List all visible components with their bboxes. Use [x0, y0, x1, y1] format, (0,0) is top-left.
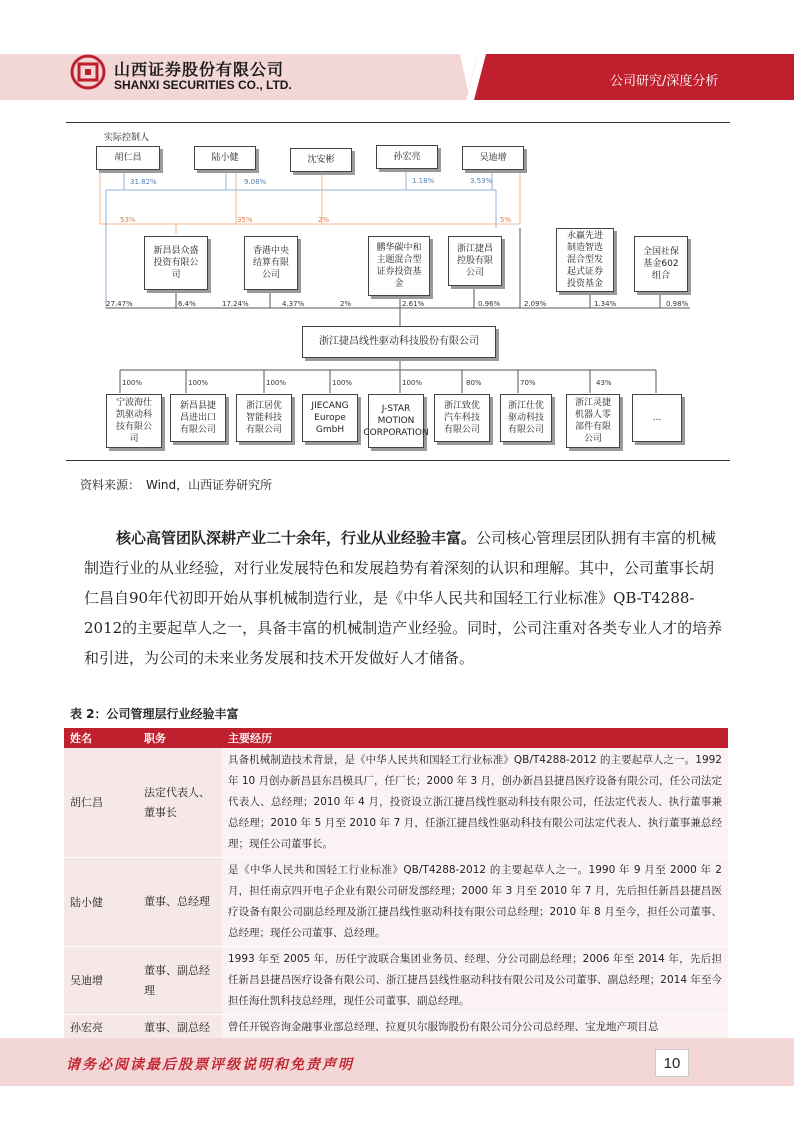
- chart-bottom-rule: [66, 460, 730, 461]
- brand-name-en: SHANXI SECURITIES CO., LTD.: [114, 78, 292, 92]
- entity-box: 全国社保基金602组合: [634, 236, 688, 292]
- cell-bio: 是《中华人民共和国轻工行业标准》QB/T4288-2012 的主要起草人之一。1990 年 9 月至 2000 年 2 月，担任南京四开电子企业有限公司研发部经理；2000 年 3 月至 2010 年 7 月，先后担任新昌县捷昌医疗设备有限公司副总经理及浙江捷昌线性驱动科技有限公司总经理；2010 年 8 月至今，担任公司董事、总经理；现任公司董事、总经理。: [222, 858, 728, 947]
- table-row: [64, 858, 728, 947]
- table-row: [64, 1015, 728, 1041]
- holding-pct: 31.82%: [130, 178, 157, 186]
- stake-pct: 6.4%: [178, 300, 196, 308]
- entity-box: 新昌县众盛投资有限公司: [144, 236, 208, 290]
- subsidiary-box: 浙江仕优驱动科技有限公司: [500, 394, 552, 442]
- stake-pct: 4.37%: [282, 300, 305, 308]
- holding-pct: 5%: [500, 216, 512, 224]
- table-title: 表 2：公司管理层行业经验丰富: [70, 707, 239, 721]
- stake-pct: 1.34%: [594, 300, 617, 308]
- page-number: 10: [655, 1049, 689, 1077]
- paragraph-body: 公司核心管理层团队拥有丰富的机械制造行业的从业经验，对行业发展特色和发展趋势有着深刻的认识和理解。其中，公司董事长胡仁昌自90年代初即开始从事机械制造行业，是《中华人民共和国轻工行业标准》QB-T4288-2012的主要起草人之一，具备丰富的机械制造产业经验。同时，公司注重对各类专业人才的培养和引进，为公司的未来业务发展和技术开发做好人才储备。: [84, 529, 723, 667]
- entity-box: 香港中央结算有限公司: [244, 236, 298, 290]
- entity-box: 浙江捷昌控股有限公司: [448, 236, 502, 286]
- cell-name: 胡仁昌: [64, 748, 138, 858]
- cell-bio: 具备机械制造技术背景，是《中华人民共和国轻工行业标准》QB/T4288-2012 的主要起草人之一。1992 年 10 月创办新昌县东昌模具厂，任厂长；2000 年 3 月，创办新昌县捷昌医疗设备有限公司，任公司法定代表人、总经理；2010 年 4 月，投资设立浙江捷昌线性驱动科技有限公司，任法定代表人、执行董事兼总经理；2010 年 5 月至 2010 年 7 月，任浙江捷昌线性驱动科技有限公司法定代表人、执行董事兼总经理；现任公司董事长。: [222, 748, 728, 858]
- holding-pct: 2%: [318, 216, 330, 224]
- stake-pct: 17.24%: [222, 300, 249, 308]
- body-paragraph: [84, 523, 724, 673]
- cell-name: 孙宏亮: [64, 1015, 138, 1041]
- subsidiary-box: 新昌县捷昌进出口有限公司: [170, 394, 226, 442]
- cell-title: 法定代表人、董事长: [138, 748, 222, 858]
- holding-pct: 3.53%: [470, 177, 493, 185]
- subsidiary-pct: 100%: [266, 379, 287, 387]
- table-row: [64, 748, 728, 858]
- cell-name: 陆小健: [64, 858, 138, 947]
- cell-bio: 1993 年至 2005 年，历任宁波联合集团业务员、经理、分公司副总经理；2006 年至 2014 年，先后担任新昌县捷昌医疗设备有限公司、浙江捷昌县线性驱动科技有限公司及公司董事、副总经理；2014 年至今担任海仕凯科技总经理，现任公司董事、副总经理。: [222, 947, 728, 1015]
- brand-name-cn: 山西证券股份有限公司: [114, 60, 285, 79]
- management-table: [64, 728, 728, 1041]
- holding-pct: 53%: [120, 216, 136, 224]
- stake-pct: 2.61%: [402, 300, 425, 308]
- subsidiary-box: JIECANG Europe GmbH: [302, 394, 358, 442]
- cell-title: 董事、副总经理: [138, 947, 222, 1015]
- cell-title: 董事、副总经: [138, 1015, 222, 1041]
- table-row: [64, 947, 728, 1015]
- shareholder-box: 孙宏亮: [376, 145, 438, 169]
- table-header-row: [64, 728, 728, 748]
- holding-pct: 35%: [237, 216, 253, 224]
- col-header-bio: 主要经历: [222, 728, 728, 748]
- company-box: 浙江捷昌线性驱动科技股份有限公司: [302, 326, 496, 358]
- stake-pct: 2%: [340, 300, 352, 308]
- entity-box: 鹏华碳中和主题混合型证券投资基金: [368, 236, 430, 296]
- actual-controller-label: 实际控制人: [104, 133, 150, 143]
- col-header-name: 姓名: [64, 728, 138, 748]
- subsidiary-pct: 100%: [122, 379, 143, 387]
- col-header-title: 职务: [138, 728, 222, 748]
- shareholder-box: 陆小健: [194, 146, 256, 170]
- subsidiary-box: 浙江居优智能科技有限公司: [236, 394, 292, 442]
- subsidiary-pct: 100%: [402, 379, 423, 387]
- stake-pct: 2.09%: [524, 300, 547, 308]
- entity-box: 永赢先进制造智选混合型发起式证券投资基金: [556, 228, 614, 292]
- footer-disclaimer: 请务必阅读最后股票评级说明和免责声明: [66, 1057, 354, 1073]
- holding-pct: 9.08%: [244, 178, 267, 186]
- subsidiary-box: J-STAR MOTION CORPORATION: [368, 394, 424, 448]
- subsidiary-pct: 80%: [466, 379, 482, 387]
- source-note: 资料来源： Wind，山西证券研究所: [80, 478, 273, 492]
- subsidiary-box: 浙江致优汽车科技有限公司: [434, 394, 490, 442]
- cell-bio: 曾任开锐咨询金融事业部总经理、拉夏贝尔服饰股份有限公司分公司总经理、宝龙地产项目总: [222, 1015, 728, 1041]
- shareholder-box: 吴迪增: [462, 146, 524, 170]
- shareholder-box: 胡仁昌: [96, 146, 160, 170]
- stake-pct: 0.98%: [666, 300, 689, 308]
- subsidiary-pct: 100%: [188, 379, 209, 387]
- subsidiary-pct: 100%: [332, 379, 353, 387]
- shareholder-box: 沈安彬: [290, 148, 352, 172]
- subsidiary-box: 浙江灵捷机器人零部件有限公司: [566, 394, 620, 448]
- cell-name: 吴迪增: [64, 947, 138, 1015]
- holding-pct: 1.18%: [412, 177, 435, 185]
- stake-pct: 27.47%: [106, 300, 133, 308]
- section-tag: 公司研究/深度分析: [610, 74, 719, 89]
- subsidiary-box: 宁波海仕凯驱动科技有限公司: [106, 394, 162, 448]
- stake-pct: 0.96%: [478, 300, 501, 308]
- subsidiary-box: ...: [632, 394, 682, 442]
- subsidiary-pct: 70%: [520, 379, 536, 387]
- subsidiary-pct: 43%: [596, 379, 612, 387]
- paragraph-lead: 核心高管团队深耕产业二十余年，行业从业经验丰富。: [116, 529, 477, 547]
- cell-title: 董事、总经理: [138, 858, 222, 947]
